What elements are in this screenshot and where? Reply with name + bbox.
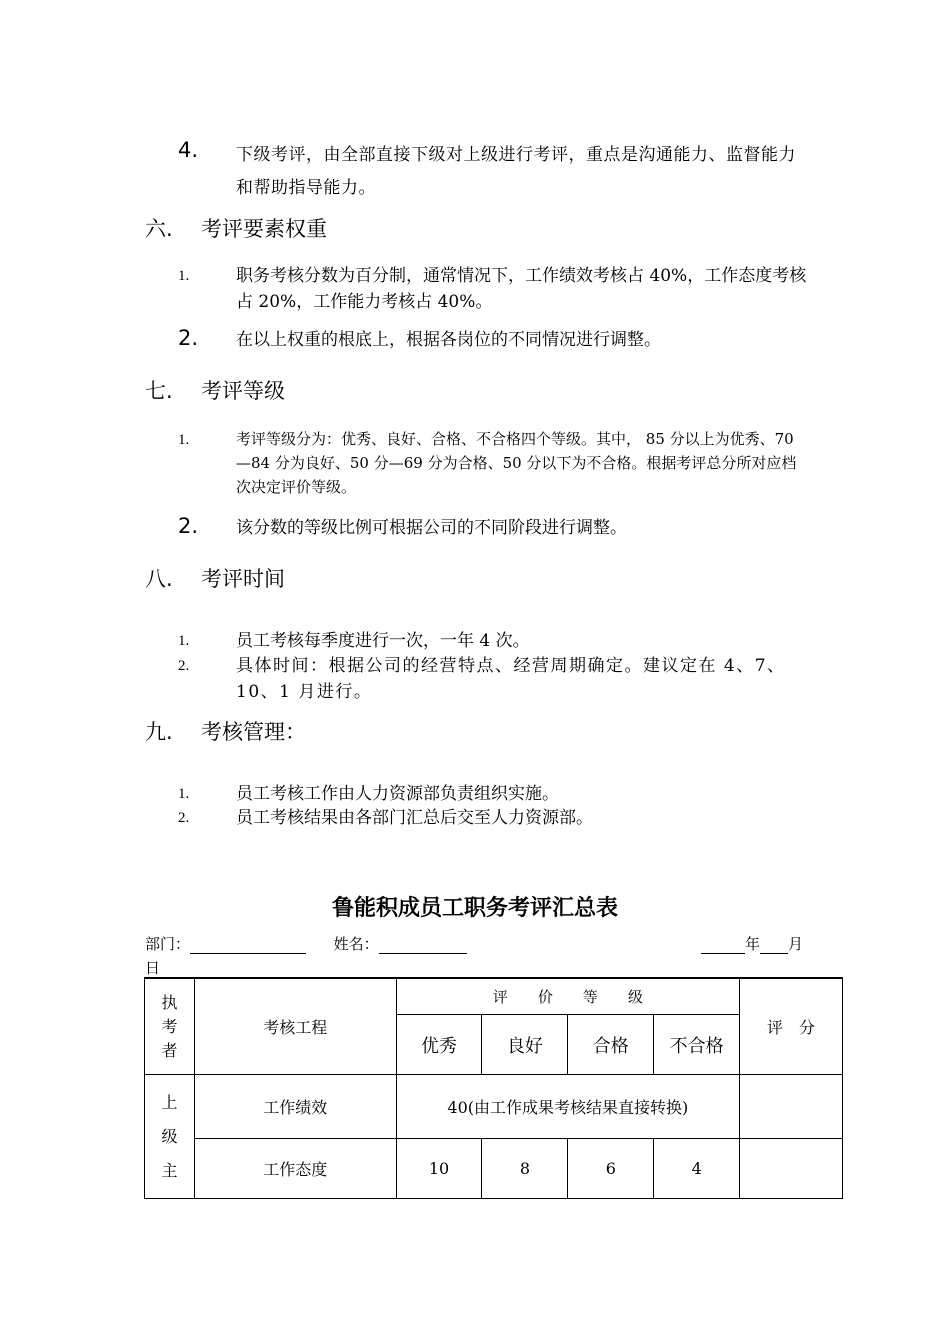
grade-pass: 合格 xyxy=(568,1015,654,1075)
value-cell: 6 xyxy=(568,1139,654,1199)
item-number: 1. xyxy=(178,268,190,284)
value-cell: 8 xyxy=(482,1139,568,1199)
item-text: 员工考核每季度进行一次，一年 4 次。 xyxy=(236,631,530,651)
table-row-item: 工作态度 xyxy=(194,1139,396,1199)
performance-merged-cell: 40(由工作成果考核结果直接转换) xyxy=(396,1075,740,1139)
executor-header: 执 考 者 xyxy=(145,979,195,1075)
item-number: 1. xyxy=(178,432,190,448)
item-number: 2. xyxy=(178,658,190,674)
item-text: 该分数的等级比例可根据公司的不同阶段进行调整。 xyxy=(236,518,627,538)
date-line xyxy=(701,933,803,954)
item-text: 考评等级分为：优秀、良好、合格、不合格四个等级。其中， 85 分以上为优秀、70—84 分为良好、50 分—69 分为合格、50 分以下为不合格。根据考评总分所对应档次决定评价等级。 xyxy=(236,430,797,496)
name-label: 姓名： xyxy=(333,935,379,953)
score-cell[interactable] xyxy=(740,1075,843,1139)
item-text: 员工考核结果由各部门汇总后交至人力资源部。 xyxy=(236,808,593,828)
item-number: 2. xyxy=(178,810,190,826)
section-number: 六. xyxy=(145,217,173,241)
year-label: 年 xyxy=(745,935,761,953)
summary-table xyxy=(144,978,843,1199)
month-label: 月 xyxy=(788,935,804,953)
dept-field[interactable] xyxy=(190,937,306,954)
item-text: 员工考核工作由人力资源部负责组织实施。 xyxy=(236,784,559,804)
section-number: 九. xyxy=(145,720,173,744)
year-field[interactable] xyxy=(701,937,745,954)
section-heading: 考评等级 xyxy=(201,379,285,403)
section-number: 八. xyxy=(145,567,173,591)
item-text: 下级考评，由全部直接下级对上级进行考评，重点是沟通能力、监督能力和帮助指导能力。 xyxy=(236,145,796,198)
dept-label: 部门： xyxy=(145,935,191,953)
executor-cell: 上 级 主 xyxy=(145,1075,195,1199)
grade-good: 良好 xyxy=(482,1015,568,1075)
section-heading: 考核管理： xyxy=(201,720,306,744)
item-number: 2. xyxy=(178,514,199,538)
value-cell: 10 xyxy=(396,1139,482,1199)
item-text: 具体时间：根据公司的经营特点、经营周期确定。建议定在 4、7、10、1 月进行。 xyxy=(236,656,786,702)
section-number: 七. xyxy=(145,379,173,403)
table-title: 鲁能积成员工职务考评汇总表 xyxy=(331,896,618,921)
month-field[interactable] xyxy=(760,937,788,954)
item-number: 2. xyxy=(178,326,199,350)
section-heading: 考评时间 xyxy=(201,567,285,591)
value-cell: 4 xyxy=(654,1139,740,1199)
section-heading: 考评要素权重 xyxy=(201,217,327,241)
day-label: 日 xyxy=(145,959,161,977)
item-text: 职务考核分数为百分制，通常情况下，工作绩效考核占 40%，工作态度考核占 20%，工作能力考核占 40%。 xyxy=(236,266,807,312)
grade-header: 评 价 等 级 xyxy=(396,979,740,1015)
score-cell[interactable] xyxy=(740,1139,843,1199)
item-number: 4. xyxy=(178,138,199,162)
meta-line xyxy=(145,933,467,954)
item-number: 1. xyxy=(178,786,190,802)
table-row-item: 工作绩效 xyxy=(194,1075,396,1139)
item-text: 在以上权重的根底上，根据各岗位的不同情况进行调整。 xyxy=(236,330,661,350)
grade-fail: 不合格 xyxy=(654,1015,740,1075)
item-header: 考核工程 xyxy=(194,979,396,1075)
item-number: 1. xyxy=(178,633,190,649)
grade-excellent: 优秀 xyxy=(396,1015,482,1075)
name-field[interactable] xyxy=(379,937,467,954)
score-header: 评 分 xyxy=(740,979,843,1075)
